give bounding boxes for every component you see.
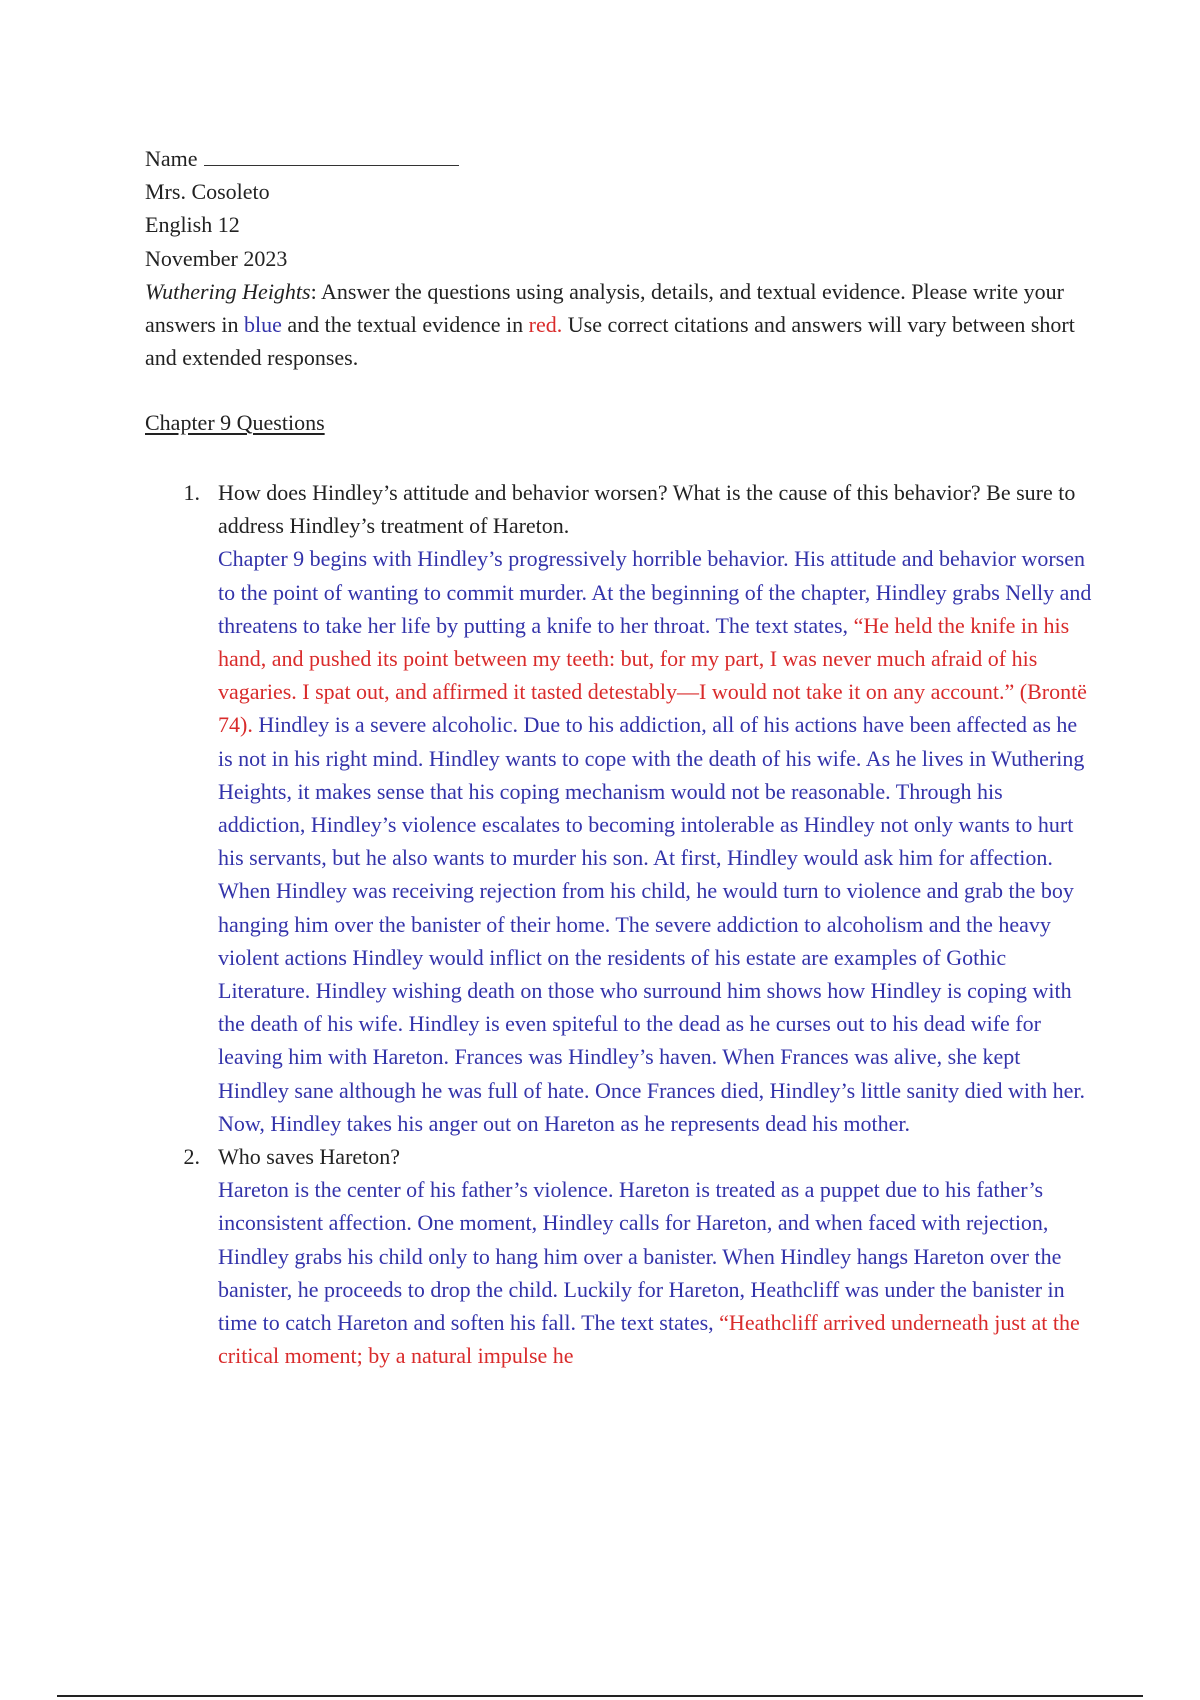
page-bottom-rule [57, 1695, 1143, 1697]
answer-part-1: Chapter 9 begins with Hindley’s progressively horrible behavior. His attitude and behavior worsen to the point of wanting to commit murder. At the beginning of the chapter, Hindley grabs Nelly and threatens to take her life by putting a knife to her throat. The text states, [218, 546, 1092, 638]
textual-evidence: “Heathcliff arrived underneath just at the critical moment; by a natural impulse he [218, 1310, 1080, 1369]
answer-part-1: Hareton is the center of his father’s violence. Hareton is treated as a puppet due to his father’s inconsistent affection. One moment, Hindley calls for Hareton, and when faced with rejection, Hindley grabs his child only to hang him over a banister. When Hindley hangs Hareton over the banister, he proceeds to drop the child. Luckily for Hareton, Heathcliff was under the banister in time to catch Hareton and soften his fall. The text states, [218, 1177, 1065, 1336]
question-text: Who saves Hareton? [218, 1144, 401, 1170]
name-blank [204, 143, 459, 166]
red-word: red. [528, 312, 563, 338]
instructions-text-1: : Answer the questions using analysis, details, and textual evidence. Please write your answers in [145, 278, 1064, 338]
name-label: Name [145, 146, 198, 171]
teacher-name: Mrs. Cosoleto [145, 179, 270, 205]
question-text: How does Hindley’s attitude and behavior worsen? What is the cause of this behavior? Be sure to address Hindley’s treatment of Hareton. [218, 480, 1076, 539]
course-name: English 12 [145, 212, 240, 238]
question-item-1 [145, 476, 1095, 1140]
question-body [218, 1140, 1095, 1372]
blue-word: blue [243, 312, 282, 338]
assignment-date: November 2023 [145, 245, 288, 271]
instructions-text-3: Use correct citations and answers will vary between short and extended responses. [145, 312, 1075, 371]
answer-text [218, 1173, 1095, 1372]
textual-evidence: “He held the knife in his hand, and pushed its point between my teeth: but, for my part, I was never much afraid of his vagaries. I spat out, and affirmed it tasted detestably—I would not take it on any account.” (Brontë 74). [218, 612, 1087, 738]
question-body [218, 476, 1095, 1140]
instructions [145, 275, 1095, 375]
answer-part-2: Hindley is a severe alcoholic. Due to his addiction, all of his actions have been affected as he is not in his right mind. Hindley wants to cope with the death of his wife. As he lives in Wuthering Heights, it makes sense that his coping mechanism would not be reasonable. Through his addiction, Hindley’s violence escalates to becoming intolerable as Hindley not only wants to hurt his servants, but he also wants to murder his son. At first, Hindley would ask him for affection. When Hindley was receiving rejection from his child, he would turn to violence and grab the boy hanging him over the banister of their home. The severe addiction to alcoholism and the heavy violent actions Hindley would inflict on the residents of his estate are examples of Gothic Literature. Hindley wishing death on those who surround him shows how Hindley is coping with the death of his wife. Hindley is even spiteful to the dead as he curses out to his dead wife for leaving him with Hareton. Frances was Hindley’s haven. When Frances was alive, she kept Hindley sane although he was full of hate. Once Frances died, Hindley’s little sanity died with her. Now, Hindley takes his anger out on Hareton as he represents dead his mother. [218, 712, 1085, 1136]
question-number: 2. [183, 1144, 200, 1170]
instructions-text-2: and the textual evidence in [281, 312, 529, 338]
book-title: Wuthering Heights [145, 278, 311, 304]
question-number: 1. [183, 480, 200, 505]
question-item-2 [145, 1140, 1095, 1372]
answer-text [218, 542, 1095, 1140]
question-list [145, 476, 1095, 1372]
section-title: Chapter 9 Questions [145, 410, 325, 435]
document-header [145, 142, 1095, 374]
name-line [145, 142, 1095, 175]
